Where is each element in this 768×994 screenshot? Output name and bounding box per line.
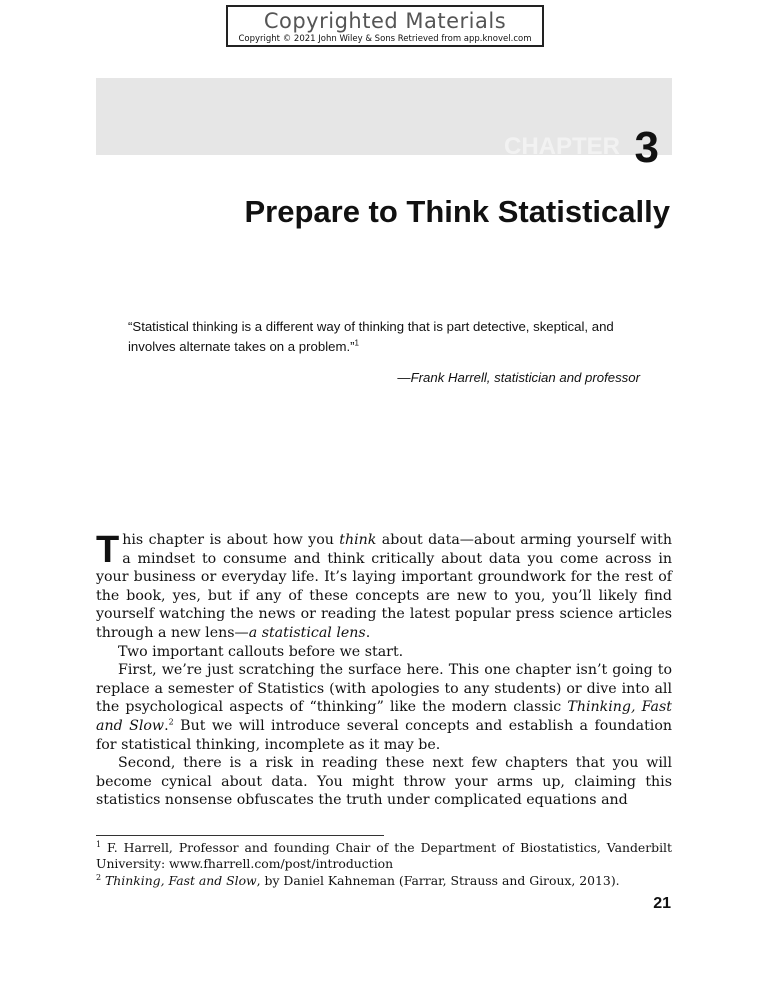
stamp-title: Copyrighted Materials <box>263 9 507 33</box>
emphasis-text: think <box>339 532 377 548</box>
paragraph-text: . <box>164 717 169 734</box>
drop-cap: T <box>96 529 120 571</box>
footnote-mark: 1 <box>96 839 102 849</box>
footnote-ref-2: 2 <box>168 717 174 727</box>
paragraph-3 <box>96 661 672 754</box>
chapter-title: Prepare to Think Statistically <box>244 194 670 229</box>
epigraph-text: “Statistical thinking is a different way of thinking that is part detective, skeptical, and involves alternate takes on a problem.” <box>128 319 614 354</box>
paragraph-1 <box>96 531 672 643</box>
footnote-text: , by Daniel Kahneman (Farrar, Strauss and Giroux, 2013). <box>256 872 620 888</box>
footnote-2 <box>96 873 672 889</box>
epigraph-quote <box>128 317 648 357</box>
footnote-mark: 2 <box>96 872 102 882</box>
paragraph-text: But we will introduce several concepts and establish a foundation for statistical thinking, incomplete as it may be. <box>96 717 672 753</box>
paragraph-4: Second, there is a risk in reading these next few chapters that you will become cynical about data. You might throw your arms up, claiming this statistics nonsense obfuscates the truth under complicated equations and <box>96 755 672 809</box>
footnote-1 <box>96 840 672 873</box>
paragraph-text: about data—about arming yourself with a mindset to consume and think critically about data you come across in your business or everyday life. It’s laying important groundwork for the rest of the book, yes, but if any of these concepts are new to you, you’ll likely find yourself watching the news or reading the latest popular press science articles through a new lens— <box>96 532 672 641</box>
epigraph-attribution: —Frank Harrell, statistician and professor <box>397 370 640 385</box>
emphasis-text: a statistical lens <box>248 624 366 641</box>
footnote-text: F. Harrell, Professor and founding Chair of the Department of Biostatistics, Vanderbilt University: www.fharrell.com/post/introduction <box>96 840 672 872</box>
paragraph-text: First, we’re just scratching the surface here. This one chapter isn’t going to replace a semester of Statistics (with apologies to any students) or dive into all the psychological aspects of “thinking” like the modern classic <box>96 662 672 716</box>
footnotes <box>96 840 672 889</box>
chapter-body <box>96 531 672 810</box>
emphasis-text: Thinking, Fast and Slow <box>96 699 672 734</box>
paragraph-text: . <box>365 624 371 641</box>
page-number: 21 <box>653 895 671 912</box>
copyright-stamp <box>226 5 544 47</box>
paragraph-2: Two important callouts before we start. <box>118 643 404 660</box>
footnote-title: Thinking, Fast and Slow <box>101 872 257 888</box>
paragraph-text: his chapter is about how you <box>122 532 340 548</box>
chapter-label: CHAPTER <box>503 133 620 160</box>
footnote-ref-1: 1 <box>354 338 359 348</box>
stamp-subtitle: Copyright © 2021 John Wiley & Sons Retrieved from app.knovel.com <box>238 34 532 44</box>
footnote-divider <box>96 835 384 836</box>
chapter-number: 3 <box>634 123 659 172</box>
